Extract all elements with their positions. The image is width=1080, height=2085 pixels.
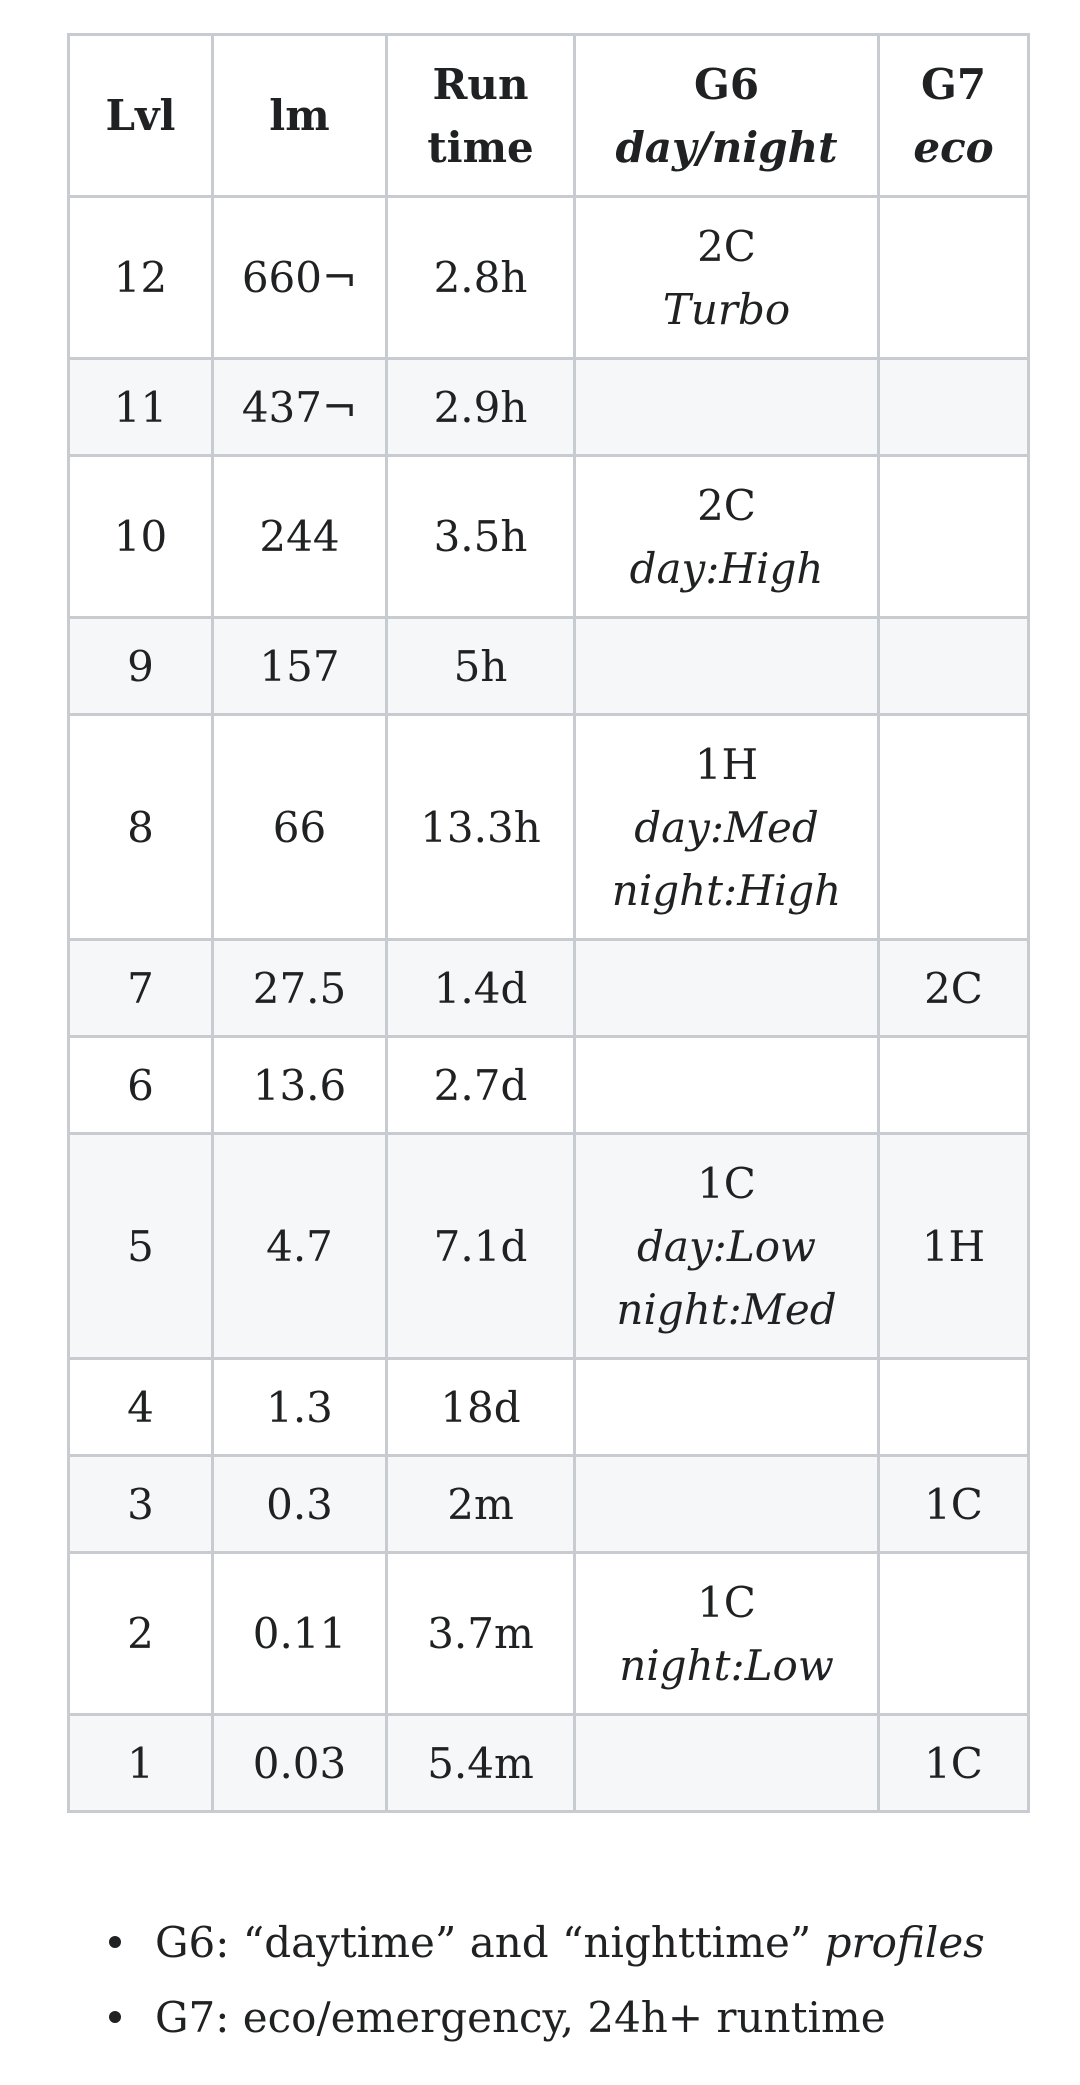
cell-g6: 2C day:High — [575, 456, 879, 618]
cell-lm: 157 — [213, 618, 387, 715]
cell-lvl: 6 — [69, 1037, 213, 1134]
header-g7: G7 eco — [879, 35, 1029, 197]
cell-g7: 1H — [879, 1134, 1029, 1359]
cell-g7 — [879, 618, 1029, 715]
cell-g6 — [575, 359, 879, 456]
cell-g7 — [879, 1037, 1029, 1134]
header-lvl: Lvl — [69, 35, 213, 197]
table-row — [69, 1359, 1029, 1456]
table-row — [69, 618, 1029, 715]
cell-run: 2m — [387, 1456, 575, 1553]
list-item — [155, 1905, 985, 1980]
cell-lm: 244 — [213, 456, 387, 618]
cell-lvl: 11 — [69, 359, 213, 456]
table-row — [69, 1456, 1029, 1553]
cell-g7 — [879, 359, 1029, 456]
levels-table — [67, 33, 1030, 1813]
notes-list — [0, 1905, 985, 2055]
cell-lm: 27.5 — [213, 940, 387, 1037]
cell-run: 1.4d — [387, 940, 575, 1037]
cell-lm: 0.3 — [213, 1456, 387, 1553]
bullet-icon — [109, 2011, 121, 2023]
cell-lvl: 3 — [69, 1456, 213, 1553]
header-lm: lm — [213, 35, 387, 197]
cell-g6: 2C Turbo — [575, 197, 879, 359]
cell-g6 — [575, 1456, 879, 1553]
cell-lm: 13.6 — [213, 1037, 387, 1134]
cell-lvl: 8 — [69, 715, 213, 940]
cell-lm: 1.3 — [213, 1359, 387, 1456]
table-row — [69, 1715, 1029, 1812]
table-row — [69, 715, 1029, 940]
cell-lvl: 5 — [69, 1134, 213, 1359]
cell-lm: 0.03 — [213, 1715, 387, 1812]
cell-run: 7.1d — [387, 1134, 575, 1359]
header-g6: G6 day/night — [575, 35, 879, 197]
cell-g6 — [575, 940, 879, 1037]
table-row — [69, 197, 1029, 359]
cell-lm: 437¬ — [213, 359, 387, 456]
table-row — [69, 1037, 1029, 1134]
cell-g7 — [879, 197, 1029, 359]
cell-g7 — [879, 715, 1029, 940]
cell-g6 — [575, 1359, 879, 1456]
cell-run: 3.5h — [387, 456, 575, 618]
cell-g7 — [879, 456, 1029, 618]
table-row — [69, 1134, 1029, 1359]
cell-lvl: 9 — [69, 618, 213, 715]
cell-run: 2.8h — [387, 197, 575, 359]
cell-run: 18d — [387, 1359, 575, 1456]
cell-g7 — [879, 1553, 1029, 1715]
cell-g7: 1C — [879, 1715, 1029, 1812]
cell-g7: 2C — [879, 940, 1029, 1037]
header-row — [69, 35, 1029, 197]
cell-run: 5h — [387, 618, 575, 715]
cell-run: 2.9h — [387, 359, 575, 456]
cell-lvl: 10 — [69, 456, 213, 618]
cell-g7 — [879, 1359, 1029, 1456]
cell-lm: 4.7 — [213, 1134, 387, 1359]
cell-lm: 660¬ — [213, 197, 387, 359]
cell-g6 — [575, 1037, 879, 1134]
cell-run: 13.3h — [387, 715, 575, 940]
cell-run: 3.7m — [387, 1553, 575, 1715]
cell-run: 5.4m — [387, 1715, 575, 1812]
bullet-icon — [109, 1936, 121, 1948]
cell-lvl: 12 — [69, 197, 213, 359]
cell-g6: 1C day:Low night:Med — [575, 1134, 879, 1359]
cell-g6 — [575, 1715, 879, 1812]
cell-g7: 1C — [879, 1456, 1029, 1553]
cell-g6 — [575, 618, 879, 715]
list-item — [155, 1980, 985, 2055]
header-run-time: Run time — [387, 35, 575, 197]
note-g7-text: G7: eco/emergency, 24h+ runtime — [155, 1993, 886, 2042]
cell-g6: 1C night:Low — [575, 1553, 879, 1715]
cell-lvl: 4 — [69, 1359, 213, 1456]
cell-g6: 1H day:Med night:High — [575, 715, 879, 940]
table-row — [69, 940, 1029, 1037]
cell-run: 2.7d — [387, 1037, 575, 1134]
cell-lm: 0.11 — [213, 1553, 387, 1715]
table-row — [69, 456, 1029, 618]
note-g6-italic: profiles — [824, 1918, 985, 1967]
cell-lm: 66 — [213, 715, 387, 940]
table-row — [69, 359, 1029, 456]
cell-lvl: 2 — [69, 1553, 213, 1715]
cell-lvl: 1 — [69, 1715, 213, 1812]
note-g6-text: G6: “daytime” and “nighttime” — [155, 1918, 825, 1967]
table-row — [69, 1553, 1029, 1715]
cell-lvl: 7 — [69, 940, 213, 1037]
